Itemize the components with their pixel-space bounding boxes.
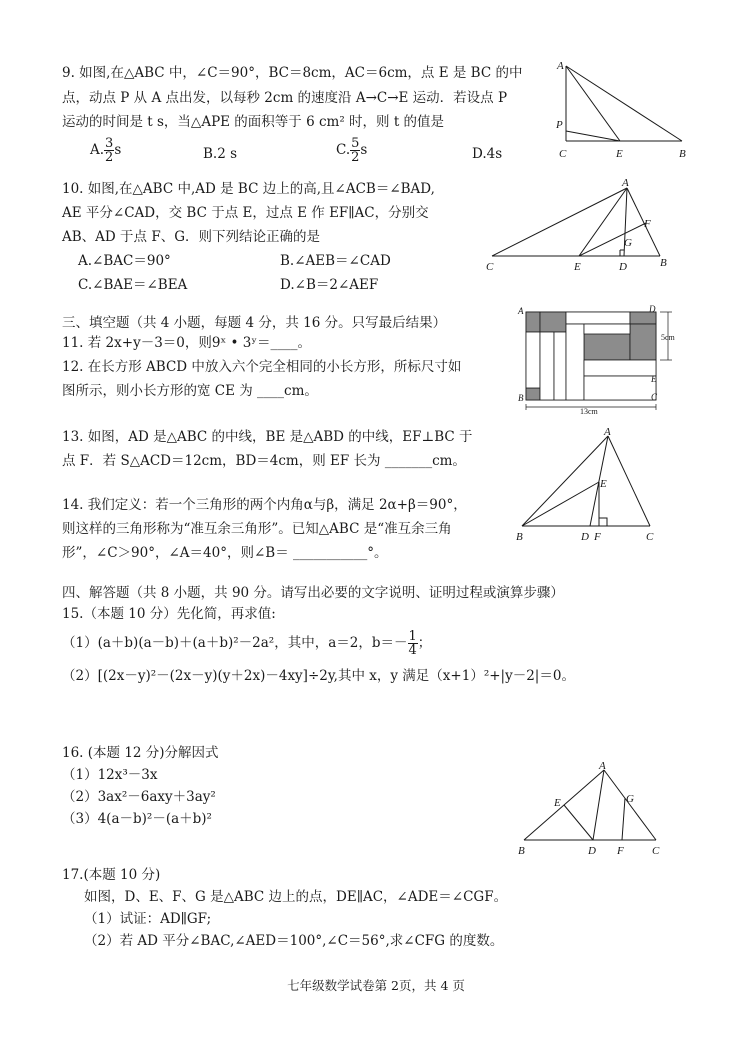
q16-part2: （2）3ax²－6axy＋3ay² — [62, 789, 216, 805]
q9-figure — [552, 56, 692, 162]
q14-line2: 则这样的三角形称为“准互余三角形”。已知△ABC 是“准互余三角 — [62, 521, 452, 537]
q10-figure — [484, 176, 680, 276]
q17-label-b: B — [518, 845, 525, 857]
q13-label-b: B — [516, 531, 523, 543]
q12-label-a: A — [518, 306, 524, 316]
q9-option-c: C. $\frac{5}{2}$ s — [336, 136, 368, 165]
q17-label-c: C — [652, 845, 660, 857]
q10-option-d: D.∠B＝2∠AEF — [280, 277, 379, 293]
q10-option-b: B.∠AEB＝∠CAD — [280, 253, 391, 269]
section4-title: 四、解答题（共 8 小题，共 90 分。请写出必要的文字说明、证明过程或演算步骤） — [62, 585, 564, 601]
q12-dim-side: 5cm — [661, 333, 675, 342]
q16-part1: （1）12x³－3x — [62, 767, 158, 783]
q16-part3: （3）4(a－b)²－(a＋b)² — [62, 811, 212, 827]
q15-part2: （2）[(2x－y)²－(2x－y)(y＋2x)－4xy]÷2y,其中 x，y 满足（x+1）²+|y－2|＝0。 — [62, 668, 575, 684]
q12-figure — [514, 304, 686, 416]
q10-label-d: D — [619, 261, 627, 273]
q17-label-a-text: A — [599, 760, 606, 772]
q13-line2: 点 F．若 S△ACD＝12cm，BD＝4cm，则 EF 长为 _______cm。 — [62, 453, 466, 469]
q13-label-a: A — [604, 426, 611, 438]
q9-line2: 点，动点 P 从 A 点出发，以每秒 2cm 的速度沿 A→C→E 运动．若设点 P — [62, 90, 508, 106]
q17-statement: 如图，D、E、F、G 是△ABC 边上的点，DE∥AC，∠ADE＝∠CGF。 — [84, 889, 508, 905]
q17-figure — [512, 756, 672, 860]
q11: 11. 若 2x+y－3＝0，则9ˣ • 3ʸ＝____。 — [62, 335, 312, 351]
q16-head: 16. (本题 12 分)分解因式 — [62, 745, 219, 761]
q15-part1: （1）(a＋b)(a－b)＋(a＋b)²－2a²，其中，a＝2，b＝－ $\frac{1}{4}$ ； — [62, 629, 432, 658]
q13-line1: 13. 如图，AD 是△ABC 的中线，BE 是△ABD 的中线，EF⊥BC 于 — [62, 429, 473, 445]
q12-line2: 图所示，则小长方形的宽 CE 为 ____cm。 — [62, 383, 318, 399]
q12-label-e: E — [651, 374, 657, 384]
q17-label-f: F — [617, 845, 624, 857]
q10-option-c: C.∠BAE＝∠BEA — [78, 277, 188, 293]
q10-label-e: E — [574, 261, 581, 273]
q9-label-b: B — [679, 148, 686, 160]
q13-label-c: C — [646, 531, 654, 543]
q17-head: 17.(本题 10 分) — [62, 867, 161, 883]
q17-label-g: G — [626, 793, 634, 805]
q10-line2: AE 平分∠CAD，交 BC 于点 E，过点 E 作 EF∥AC，分别交 — [62, 205, 429, 221]
q12-dim-bottom: 13cm — [580, 407, 598, 416]
q9-label-c: C — [559, 148, 567, 160]
q12-label-c: C — [651, 392, 658, 402]
q10-line1: 10. 如图,在△ABC 中,AD 是 BC 边上的高,且∠ACB＝∠BAD, — [62, 181, 435, 197]
q12-line1: 12. 在长方形 ABCD 中放入六个完全相同的小长方形，所标尺寸如 — [62, 359, 462, 375]
q9-label-a: A — [557, 60, 564, 72]
q12-label-b: B — [518, 393, 524, 403]
q10-label-g: G — [624, 237, 632, 249]
q10-option-a: A.∠BAC＝90° — [78, 253, 171, 269]
q17-label-e: E — [554, 797, 561, 809]
q15-head: 15.（本题 10 分）先化简，再求值: — [62, 606, 276, 622]
q9-label-p: P — [556, 119, 563, 131]
q13-label-e: E — [600, 478, 607, 490]
q12-label-d: D — [649, 304, 656, 314]
q13-figure — [510, 424, 670, 546]
q13-label-f: F — [594, 531, 601, 543]
q17-label-d: D — [588, 845, 596, 857]
q9-label-e: E — [616, 148, 623, 160]
q10-label-a: A — [622, 177, 629, 189]
section3-title: 三、填空题（共 4 小题，每题 4 分，共 16 分。只写最后结果） — [62, 315, 447, 331]
q10-line3: AB、AD 于点 F、G．则下列结论正确的是 — [62, 229, 320, 245]
q9-line3: 运动的时间是 t s，当△APE 的面积等于 6 cm² 时，则 t 的值是 — [62, 114, 445, 130]
q10-label-f: F — [644, 218, 651, 230]
q17-part2: （2）若 AD 平分∠BAC,∠AED＝100°,∠C＝56°,求∠CFG 的度数。 — [84, 933, 504, 949]
q9-option-d: D.4s — [472, 146, 503, 162]
q14-line3: 形”，∠C＞90°，∠A＝40°，则∠B＝ ___________°。 — [62, 545, 388, 561]
q9-line1: 9. 如图,在△ABC 中，∠C＝90°，BC＝8cm，AC＝6cm，点 E 是 BC 的中 — [62, 65, 523, 81]
q9-option-b: B.2 s — [203, 146, 238, 162]
q10-label-c: C — [486, 261, 494, 273]
q10-label-b: B — [660, 257, 667, 269]
q14-line1: 14. 我们定义：若一个三角形的两个内角α与β，满足 2α+β＝90°， — [62, 497, 467, 513]
q9-option-a: A. $\frac{3}{2}$ s — [90, 136, 122, 165]
page-footer: 七年级数学试卷第 2页，共 4 页 — [287, 978, 465, 993]
q17-part1: （1）试证：AD∥GF; — [84, 911, 212, 927]
q13-label-d: D — [581, 531, 589, 543]
